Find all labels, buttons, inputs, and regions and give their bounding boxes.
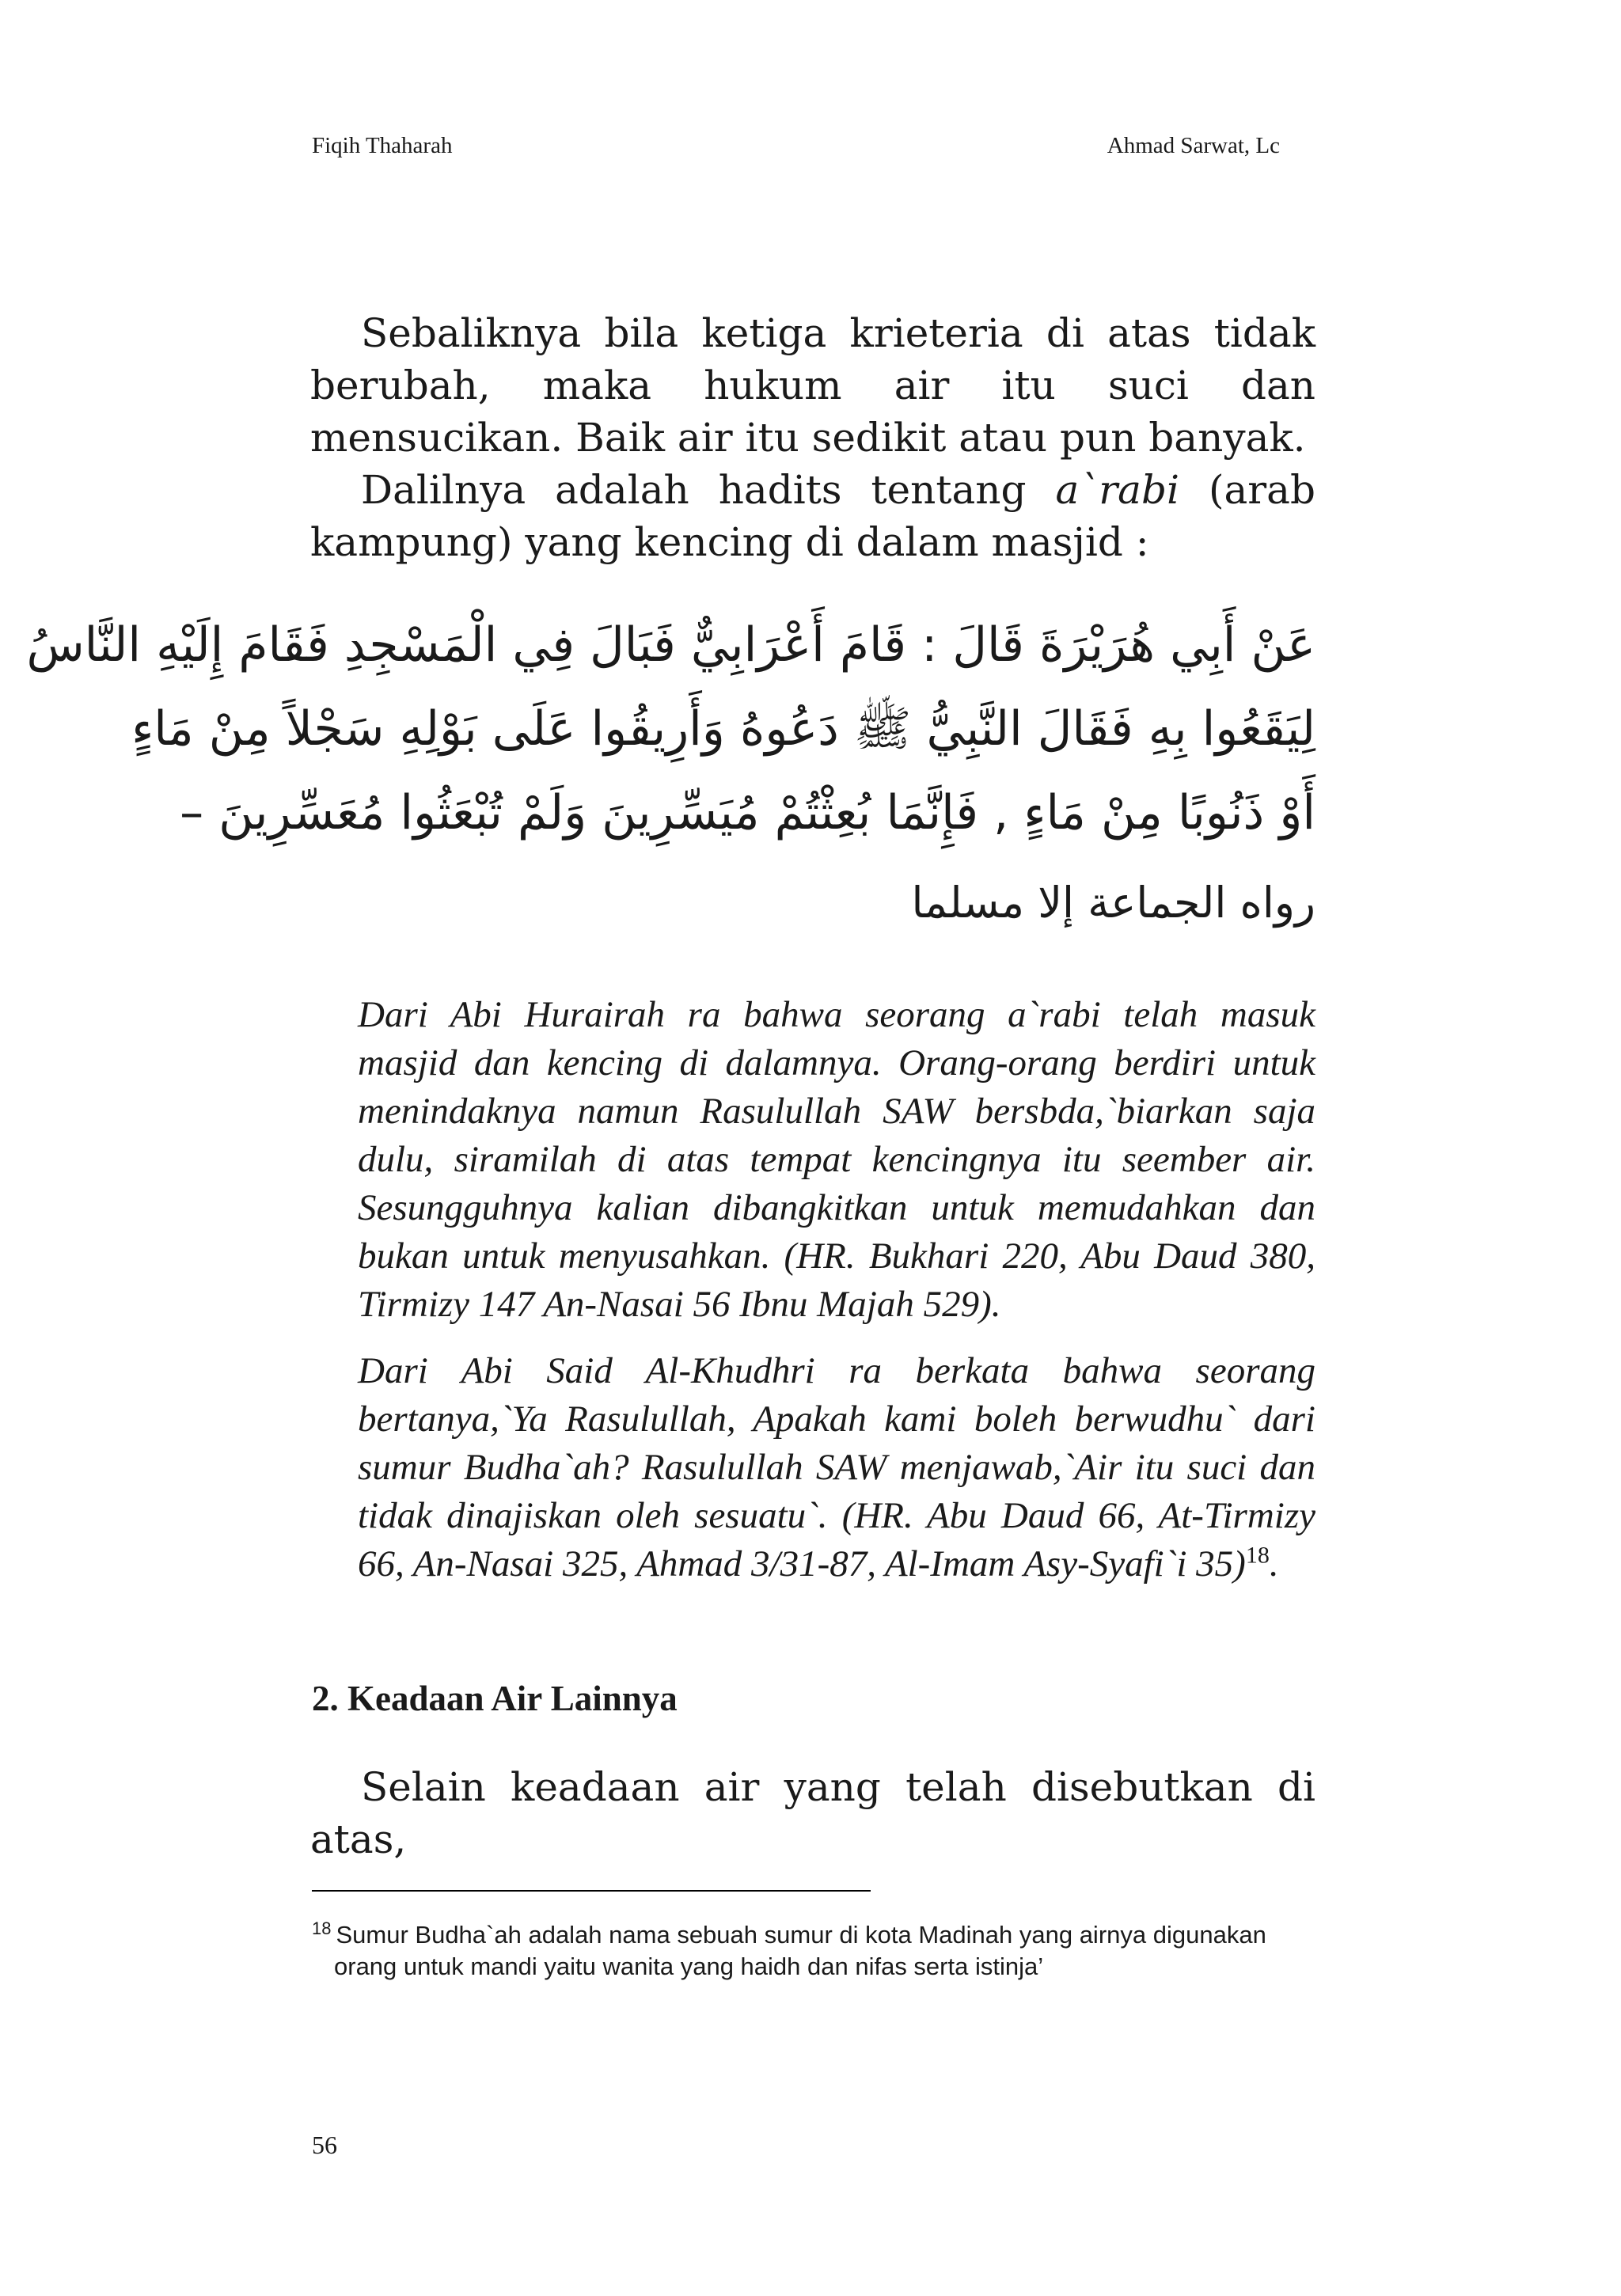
translation-hadith-2-text: Dari Abi Said Al-Khudhri ra berkata bahwa seorang bertanya,`Ya Rasulullah, Apakah kami boleh berwudhu` dari sumur Budha`ah? Rasulullah SAW menjawab,`Air itu suci dan tidak dinajiskan oleh sesuatu`. (HR. Abu Daud 66, At-Tirmizy 66, An-Nasai 325, Ahmad 3/31-87, Al-Imam Asy-Syafi`i 35) (358, 1350, 1315, 1584)
footnote (312, 1919, 1317, 1983)
footnote-reference[interactable]: 18 (1245, 1542, 1270, 1569)
footnote-divider (312, 1890, 871, 1892)
dalil-text-after: (arab kampung) yang kencing di dalam masjid : (310, 467, 1315, 565)
intro-text (310, 307, 1315, 568)
footnote-number: 18 (312, 1918, 332, 1938)
section-heading: 2. Keadaan Air Lainnya (312, 1679, 678, 1718)
closing-text (310, 1761, 1315, 1865)
running-head-book-title: Fiqih Thaharah (312, 133, 453, 158)
running-head-author: Ahmad Sarwat, Lc (1107, 133, 1280, 158)
translation-hadith-1: Dari Abi Hurairah ra bahwa seorang a`rabi telah masuk masjid dan kencing di dalamnya. Orang-orang berdiri untuk menindaknya namun Rasulullah SAW bersbda,`biarkan saja dulu, siramilah di atas tempat kencingnya itu seember air. Sesungguhnya kalian dibangkitkan untuk memudahkan dan bukan untuk menyusahkan. (HR. Bukhari 220, Abu Daud 380, Tirmizy 147 An-Nasai 56 Ibnu Majah 529). (358, 994, 1315, 1325)
dalil-text-before: Dalilnya adalah hadits tentang (361, 467, 1056, 513)
arabic-line-3: أَوْ ذَنُوبًا مِنْ مَاءٍ , فَإِنَّمَا بُعِثْتُمْ مُيَسِّرِينَ وَلَمْ تُبْعَثُوا مُعَسِّرِينَ – (180, 785, 1315, 841)
translation-hadith-2-end: . (1269, 1543, 1279, 1584)
translation-hadith-2 (358, 1347, 1315, 1588)
dalil-term: a`rabi (1055, 467, 1179, 513)
paragraph-criteria: Sebaliknya bila ketiga krieteria di atas tidak berubah, maka hukum air itu suci dan mensucikan. Baik air itu sedikit atau pun banyak. (310, 310, 1315, 461)
paragraph-closing: Selain keadaan air yang telah disebutkan di atas, (310, 1764, 1315, 1862)
arabic-line-1: عَنْ أَبِي هُرَيْرَةَ قَالَ : قَامَ أَعْرَابِيٌّ فَبَالَ فِي الْمَسْجِدِ فَقَامَ إِلَيْهِ النَّاسُ (26, 617, 1315, 673)
footnote-line-2: orang untuk mandi yaitu wanita yang haidh dan nifas serta istinja’ (334, 1953, 1044, 1980)
footnote-line-1: Sumur Budha`ah adalah nama sebuah sumur di kota Madinah yang airnya digunakan (336, 1921, 1266, 1949)
page-number: 56 (312, 2131, 337, 2159)
arabic-hadith (26, 603, 1315, 945)
paragraph-dalil (310, 464, 1315, 568)
arabic-narration-source: رواه الجماعة إلا مسلما (911, 878, 1315, 928)
arabic-line-2: لِيَقَعُوا بِهِ فَقَالَ النَّبِيُّ ﷺ دَعُوهُ وَأَرِيقُوا عَلَى بَوْلِهِ سَجْلاً مِنْ مَاءٍ (131, 701, 1315, 757)
